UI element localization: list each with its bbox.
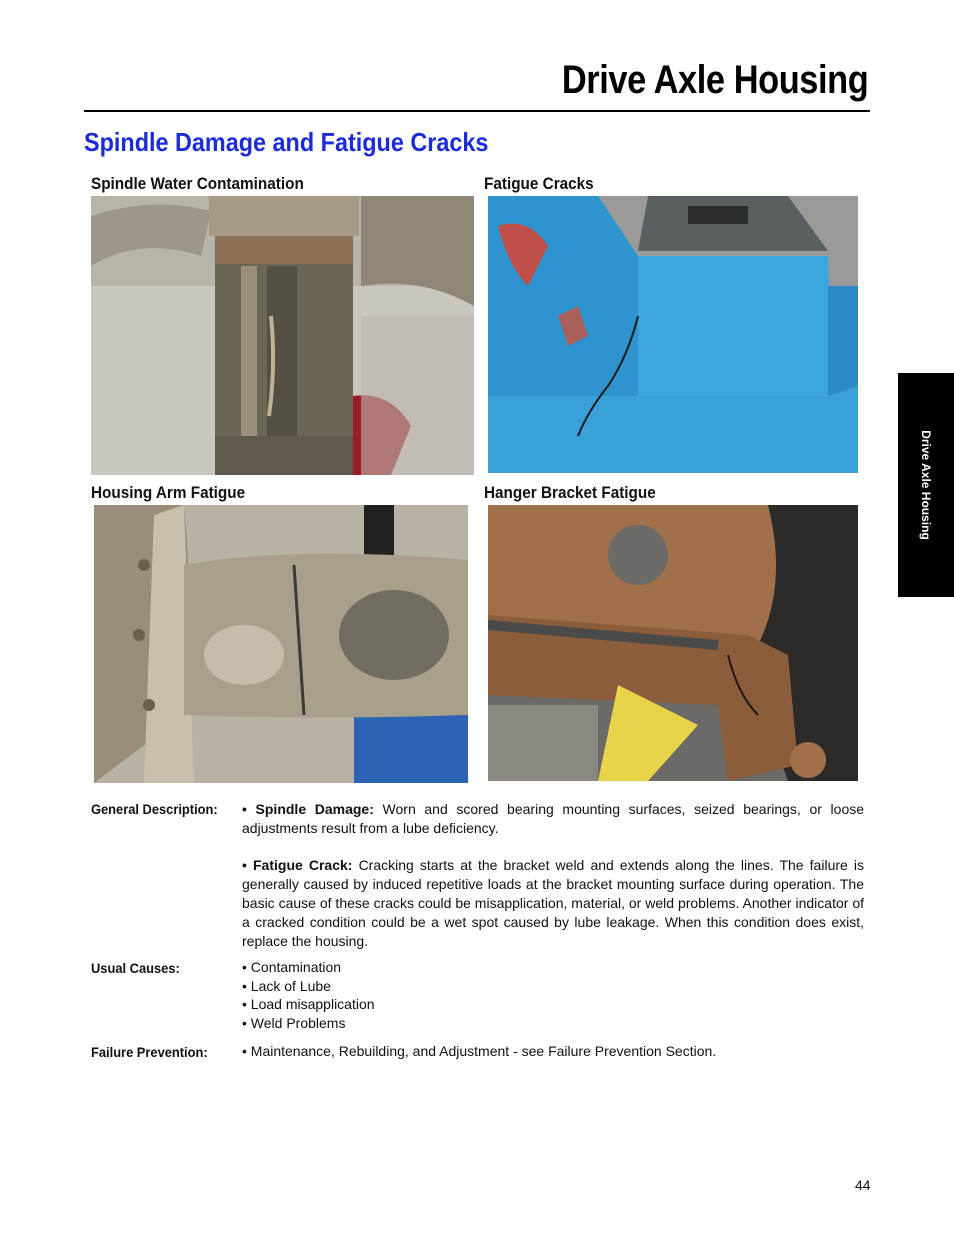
side-tab-label: Drive Axle Housing	[919, 430, 933, 540]
failure-prevention-label: Failure Prevention:	[91, 1044, 208, 1060]
figure-caption-spindle: Spindle Water Contamination	[91, 174, 304, 193]
spindle-damage-paragraph	[242, 800, 864, 838]
title-rule	[84, 110, 870, 112]
figure-caption-fatigue: Fatigue Cracks	[484, 174, 594, 193]
figure-caption-hanger-bracket: Hanger Bracket Fatigue	[484, 483, 656, 502]
list-item: • Weld Problems	[242, 1015, 346, 1032]
section-heading: Spindle Damage and Fatigue Cracks	[84, 127, 489, 157]
fatigue-crack-paragraph	[242, 856, 864, 951]
failure-prevention-text	[242, 1042, 716, 1061]
photo-housing-arm-fatigue	[94, 505, 468, 783]
page-title: Drive Axle Housing	[561, 58, 868, 102]
figure-caption-housing-arm: Housing Arm Fatigue	[91, 483, 246, 502]
usual-causes-list	[242, 958, 375, 1033]
fatigue-crack-term: • Fatigue Crack:	[242, 857, 353, 873]
spindle-damage-text: Worn and scored bearing mounting surfaces, seized bearings, or loose adjustments result from a lube deficiency.	[242, 801, 865, 836]
list-item: • Lack of Lube	[242, 977, 331, 994]
page-number: 44	[855, 1177, 871, 1193]
photo-spindle-water-contamination	[91, 196, 474, 475]
list-item: • Load misapplication	[242, 996, 375, 1013]
photo-fatigue-cracks	[488, 196, 858, 473]
general-description-label: General Description:	[91, 801, 218, 817]
list-item: • Maintenance, Rebuilding, and Adjustment - see Failure Prevention Section.	[242, 1043, 717, 1059]
list-item: • Contamination	[242, 959, 342, 975]
spindle-damage-term: • Spindle Damage:	[242, 801, 374, 817]
side-tab[interactable]	[898, 373, 954, 597]
photo-hanger-bracket-fatigue	[488, 505, 858, 781]
fatigue-crack-text: Cracking starts at the bracket weld and extends along the lines. The failure is generally caused by induced repetitive loads at the bracket mounting surface during operation. The basic cause of these cracks could be misapplication, material, or weld problems. Another indicator of a cracked condition could be a wet spot caused by lube leakage. When this condition does exist, replace the housing.	[242, 857, 865, 949]
usual-causes-label: Usual Causes:	[91, 960, 180, 976]
